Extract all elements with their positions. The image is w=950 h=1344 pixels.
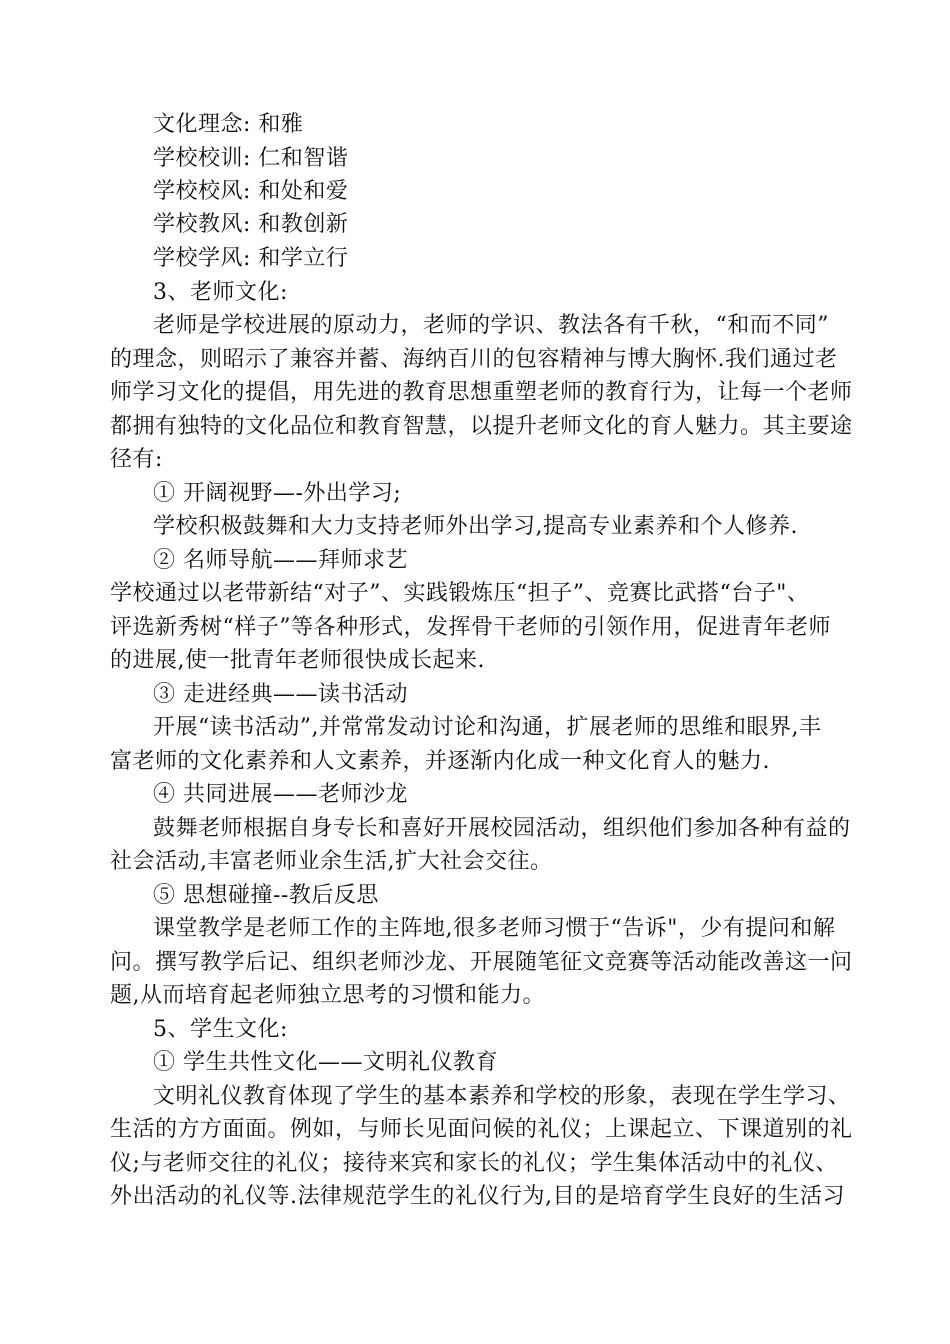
paragraph-line: 开展“读书活动”,并常常发动讨论和沟通，扩展老师的思维和眼界,丰 [153,715,822,740]
paragraph-line: 课堂教学是老师工作的主阵地,很多老师习惯于“告诉"，少有提问和解 [153,916,836,941]
paragraph-line: 师学习文化的提倡，用先进的教育思想重塑老师的教育行为，让每一个老师 [110,380,853,405]
paragraph-line: 社会活动,丰富老师业余生活,扩大社会交往。 [110,849,553,874]
study-style-line: 学校学风: 和学立行 [153,246,349,271]
paragraph-line: 问。撰写教学后记、组织老师沙龙、开展随笔征文竞赛等活动能改善这一问 [110,950,853,975]
paragraph-line: 题,从而培育起老师独立思考的习惯和能力。 [110,983,545,1008]
paragraph-line: 外出活动的礼仪等.法律规范学生的礼仪行为,目的是培育学生良好的生活习 [110,1184,845,1209]
paragraph-line: 评选新秀树“样子”等各种形式，发挥骨干老师的引领作用，促进青年老师 [110,615,831,640]
paragraph-line: 学校积极鼓舞和大力支持老师外出学习,提高专业素养和个人修养. [153,514,798,539]
school-motto-line: 学校校训: 仁和智谐 [153,146,349,171]
section-heading-teacher-culture: 3、老师文化: [153,280,288,305]
school-ethos-line: 学校校风: 和处和爱 [153,179,349,204]
paragraph-line: 都拥有独特的文化品位和教育智慧，以提升老师文化的育人魅力。其主要途 [110,414,853,439]
list-heading-2: ② 名师导航——拜师求艺 [153,548,408,573]
paragraph-line: 生活的方方面面。例如，与师长见面问候的礼仪；上课起立、下课道别的礼 [110,1117,853,1142]
paragraph-line: 径有: [110,447,163,472]
culture-concept-line: 文化理念: 和雅 [153,112,304,137]
list-heading-1: ① 开阔视野—-外出学习; [153,481,402,506]
paragraph-line: 老师是学校进展的原动力，老师的学识、教法各有千秋，“和而不同” [153,313,829,338]
paragraph-line: 文明礼仪教育体现了学生的基本素养和学校的形象，表现在学生学习、 [153,1084,851,1109]
paragraph-line: 仪;与老师交往的礼仪；接待来宾和家长的礼仪；学生集体活动中的礼仪、 [110,1151,838,1176]
list-heading-student-1: ① 学生共性文化——文明礼仪教育 [153,1050,498,1075]
paragraph-line: 的进展,使一批青年老师很快成长起来. [110,648,485,673]
list-heading-3: ③ 走进经典——读书活动 [153,682,408,707]
paragraph-line: 学校通过以老带新结“对子”、实践锻炼压“担子”、竞赛比武搭“台子"、 [110,581,810,606]
paragraph-line: 鼓舞老师根据自身专长和喜好开展校园活动，组织他们参加各种有益的 [153,816,851,841]
teaching-style-line: 学校教风: 和教创新 [153,212,349,237]
paragraph-line: 富老师的文化素养和人文素养，并逐渐内化成一种文化育人的魅力. [110,749,770,774]
paragraph-line: 的理念，则昭示了兼容并蓄、海纳百川的包容精神与博大胸怀.我们通过老 [110,347,838,372]
list-heading-5: ⑤ 思想碰撞--教后反思 [153,883,379,908]
list-heading-4: ④ 共同进展——老师沙龙 [153,782,408,807]
section-heading-student-culture: 5、学生文化: [153,1017,288,1042]
